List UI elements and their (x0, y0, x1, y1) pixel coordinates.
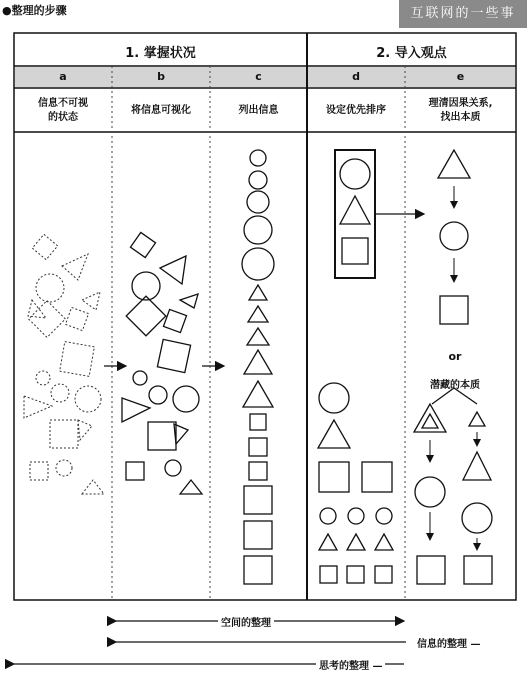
column-desc-d: 设定优先排序 (326, 105, 386, 116)
info-arrange-label: 信息的整理 — (414, 635, 483, 650)
column-letter-a: a (59, 70, 67, 83)
watermark: 互联网的一些事 (399, 0, 527, 28)
column-dividers (112, 66, 405, 600)
column-letter-c: c (255, 70, 262, 83)
column-d-shapes (318, 150, 393, 583)
column-letter-d: d (352, 70, 360, 83)
essence-label: 潜藏的本质 (430, 380, 480, 391)
column-b-shapes (122, 232, 202, 494)
column-desc-b: 将信息可视化 (131, 105, 191, 116)
column-letter-b: b (157, 70, 165, 83)
column-desc-a: 信息不可视 的状态 (38, 98, 88, 123)
column-a-shapes (24, 234, 104, 494)
or-label: or (448, 350, 462, 363)
group-header-viewpoint: 2. 导入观点 (376, 46, 447, 61)
column-desc-c: 列出信息 (238, 105, 279, 116)
column-e-shapes (414, 150, 492, 584)
group-header-situation: 1. 掌握状况 (125, 46, 196, 61)
thinking-arrange-label: 思考的整理 — (316, 657, 385, 672)
column-letter-e: e (456, 70, 465, 83)
spatial-arrange-label: 空间的整理 (218, 614, 274, 629)
column-desc-e: 理清因果关系, 找出本质 (428, 98, 493, 123)
column-c-list (242, 150, 274, 584)
page-title: ●整理的步骤 (2, 4, 67, 17)
column-e-arrows (430, 186, 477, 550)
